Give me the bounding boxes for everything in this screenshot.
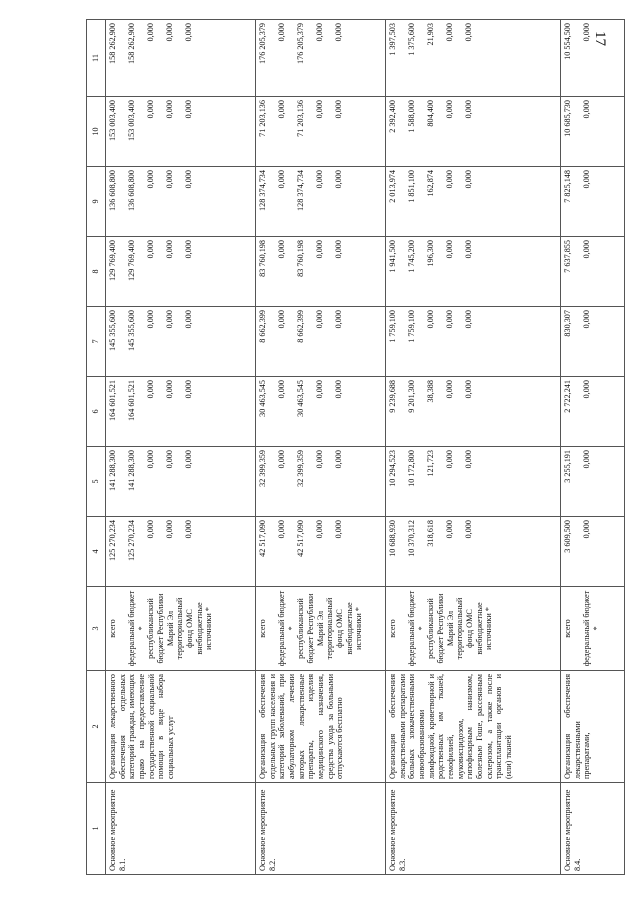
funding-source-label: федеральный бюджет * (127, 590, 146, 667)
value-line: 0,000 (582, 380, 591, 399)
value-line: 0,000 (334, 310, 343, 329)
value-line: 176 205,379 (296, 23, 305, 64)
value-line: 0,000 (464, 170, 473, 189)
value-line: 0,000 (334, 520, 343, 539)
value-line: 0,000 (146, 23, 155, 42)
value-line: 0,000 (582, 240, 591, 259)
value-line: 83 760,198 (258, 240, 267, 277)
value-line: 10 370,312 (407, 520, 416, 557)
value-line: 10 554,500 (563, 23, 572, 60)
funding-source-label: всего (388, 619, 397, 638)
value-line: 42 517,090 (296, 520, 305, 557)
value-line: 0,000 (146, 170, 155, 189)
value-line: 0,000 (334, 380, 343, 399)
value-line: 10 294,523 (388, 450, 397, 487)
value-line: 830,307 (563, 310, 572, 337)
header-cell: 5 (87, 447, 106, 517)
funding-source-label: федеральный бюджет * (407, 590, 426, 667)
value-line: 0,000 (146, 520, 155, 539)
header-cell: 8 (87, 237, 106, 307)
funding-sources-cell (386, 587, 561, 671)
value-cell (256, 307, 386, 377)
value-line: 0,000 (165, 310, 174, 329)
value-line: 0,000 (315, 310, 324, 329)
value-cell (561, 97, 625, 167)
value-line: 1 745,200 (407, 240, 416, 273)
value-line: 0,000 (582, 310, 591, 329)
value-line: 1 851,100 (407, 170, 416, 203)
value-cell (106, 97, 256, 167)
value-cell (256, 20, 386, 97)
value-cell (256, 237, 386, 307)
value-line: 145 355,600 (127, 310, 136, 351)
value-line: 2 722,241 (563, 380, 572, 413)
funding-source-label: территориальный фонд ОМС (325, 597, 345, 660)
value-line: 176 205,379 (258, 23, 267, 64)
value-line: 83 760,198 (296, 240, 305, 277)
value-line: 141 288,300 (108, 450, 117, 491)
funding-source-label: внебюджетные источники * (194, 602, 214, 655)
value-line: 10 172,800 (407, 450, 416, 487)
value-line: 0,000 (184, 310, 193, 329)
value-line: 0,000 (165, 240, 174, 259)
value-line: 318,618 (426, 520, 435, 547)
value-cell (561, 167, 625, 237)
page-number: 17 (592, 31, 608, 46)
value-cell (106, 447, 256, 517)
value-line: 136 608,800 (108, 170, 117, 211)
funding-source-label: внебюджетные источники * (344, 602, 364, 655)
value-line: 0,000 (334, 170, 343, 189)
funding-table (86, 19, 625, 875)
value-cell (386, 377, 561, 447)
value-cell (561, 377, 625, 447)
value-line: 0,000 (315, 450, 324, 469)
header-cell: 9 (87, 167, 106, 237)
value-cell (561, 517, 625, 587)
value-line: 0,000 (146, 240, 155, 259)
value-line: 0,000 (464, 450, 473, 469)
funding-source-label: всего (258, 619, 267, 638)
value-line: 0,000 (165, 380, 174, 399)
value-line: 0,000 (334, 100, 343, 119)
value-line: 1 941,500 (388, 240, 397, 273)
value-line: 0,000 (334, 23, 343, 42)
value-cell (386, 307, 561, 377)
value-line: 8 662,399 (296, 310, 305, 343)
value-line: 128 374,734 (296, 170, 305, 211)
value-line: 0,000 (315, 100, 324, 119)
value-line: 125 270,234 (127, 520, 136, 561)
value-cell (256, 517, 386, 587)
funding-source-label: федеральный бюджет * (277, 590, 296, 667)
value-line: 0,000 (315, 380, 324, 399)
value-line: 153 003,400 (108, 100, 117, 141)
value-cell (106, 377, 256, 447)
value-line: 0,000 (184, 170, 193, 189)
funding-source-label: всего (563, 619, 572, 638)
value-line: 0,000 (184, 380, 193, 399)
table-row (106, 20, 256, 875)
value-line: 2 013,974 (388, 170, 397, 203)
value-cell (106, 237, 256, 307)
measure-description-cell: Организация обеспечения лекарственными препаратами, (561, 671, 625, 783)
value-line: 129 769,400 (127, 240, 136, 281)
value-line: 0,000 (184, 240, 193, 259)
value-line: 0,000 (184, 450, 193, 469)
value-cell (106, 20, 256, 97)
value-line: 0,000 (445, 450, 454, 469)
value-line: 0,000 (277, 240, 286, 259)
value-cell (386, 447, 561, 517)
value-cell (256, 447, 386, 517)
value-line: 158 262,900 (127, 23, 136, 64)
value-line: 0,000 (184, 100, 193, 119)
value-line: 0,000 (315, 23, 324, 42)
value-line: 10 688,930 (388, 520, 397, 557)
funding-source-label: республиканский бюджет Республики Марий Эл (146, 593, 175, 664)
value-line: 0,000 (165, 100, 174, 119)
funding-source-label: федеральный бюджет * (582, 590, 601, 667)
funding-source-label: внебюджетные источники * (474, 602, 494, 655)
value-cell (386, 517, 561, 587)
value-cell (561, 20, 625, 97)
funding-source-label: всего (108, 619, 117, 638)
value-line: 42 517,090 (258, 520, 267, 557)
value-line: 0,000 (277, 450, 286, 469)
value-line: 0,000 (315, 240, 324, 259)
value-line: 125 270,234 (108, 520, 117, 561)
value-line: 0,000 (582, 450, 591, 469)
value-line: 0,000 (445, 520, 454, 539)
value-line: 0,000 (334, 240, 343, 259)
funding-source-label: территориальный фонд ОМС (455, 597, 475, 660)
value-line: 0,000 (315, 520, 324, 539)
header-cell: 11 (87, 20, 106, 97)
value-line: 7 637,855 (563, 240, 572, 273)
value-line: 21,903 (426, 23, 435, 46)
value-line: 0,000 (445, 23, 454, 42)
value-line: 0,000 (582, 23, 591, 42)
table-row (561, 20, 625, 875)
value-line: 0,000 (334, 450, 343, 469)
value-line: 0,000 (277, 520, 286, 539)
value-cell (386, 97, 561, 167)
value-line: 0,000 (464, 240, 473, 259)
value-line: 0,000 (582, 170, 591, 189)
value-line: 0,000 (426, 310, 435, 329)
value-line: 1 759,100 (388, 310, 397, 343)
value-line: 0,000 (445, 310, 454, 329)
funding-sources-cell (561, 587, 625, 671)
value-line: 1 375,600 (407, 23, 416, 56)
header-cell: 4 (87, 517, 106, 587)
value-line: 2 392,400 (388, 100, 397, 133)
header-cell: 7 (87, 307, 106, 377)
value-line: 32 399,359 (258, 450, 267, 487)
value-line: 0,000 (445, 100, 454, 119)
value-line: 162,874 (426, 170, 435, 197)
value-line: 0,000 (165, 520, 174, 539)
funding-source-label: территориальный фонд ОМС (175, 597, 195, 660)
value-line: 0,000 (277, 23, 286, 42)
value-cell (561, 307, 625, 377)
value-line: 3 255,191 (563, 450, 572, 483)
value-line: 0,000 (582, 520, 591, 539)
value-line: 1 588,000 (407, 100, 416, 133)
value-line: 0,000 (464, 23, 473, 42)
value-line: 158 262,900 (108, 23, 117, 64)
value-line: 30 463,545 (258, 380, 267, 417)
value-line: 0,000 (315, 170, 324, 189)
value-line: 129 769,400 (108, 240, 117, 281)
value-cell (106, 517, 256, 587)
table-row (256, 20, 386, 875)
header-cell: 10 (87, 97, 106, 167)
value-cell (386, 20, 561, 97)
funding-sources-cell (106, 587, 256, 671)
value-cell (386, 237, 561, 307)
value-line: 0,000 (277, 170, 286, 189)
value-line: 0,000 (464, 310, 473, 329)
value-line: 136 608,800 (127, 170, 136, 211)
value-line: 0,000 (184, 23, 193, 42)
value-line: 0,000 (445, 170, 454, 189)
value-cell (561, 237, 625, 307)
value-line: 0,000 (445, 380, 454, 399)
value-cell (256, 167, 386, 237)
rotated-table-container (86, 20, 606, 875)
value-line: 0,000 (165, 170, 174, 189)
funding-source-label: республиканский бюджет Республики Марий Эл (426, 593, 455, 664)
measure-name-cell: Основное мероприятие 8.1. (106, 783, 256, 875)
value-line: 7 825,148 (563, 170, 572, 203)
value-line: 1 759,100 (407, 310, 416, 343)
value-line: 0,000 (146, 380, 155, 399)
value-line: 1 397,503 (388, 23, 397, 56)
value-line: 10 685,730 (563, 100, 572, 137)
value-line: 164 601,521 (127, 380, 136, 421)
table-row (386, 20, 561, 875)
value-line: 153 003,400 (127, 100, 136, 141)
value-line: 0,000 (165, 450, 174, 469)
value-line: 141 288,300 (127, 450, 136, 491)
value-cell (386, 167, 561, 237)
value-cell (256, 377, 386, 447)
value-line: 71 203,136 (258, 100, 267, 137)
value-line: 196,300 (426, 240, 435, 267)
header-cell: 2 (87, 671, 106, 783)
value-line: 128 374,734 (258, 170, 267, 211)
value-line: 9 201,300 (407, 380, 416, 413)
value-cell (256, 97, 386, 167)
value-line: 0,000 (165, 23, 174, 42)
value-line: 0,000 (146, 450, 155, 469)
header-row (87, 20, 106, 875)
value-line: 145 355,600 (108, 310, 117, 351)
measure-description-cell: Организация обеспечения отдельных групп населения и категорий заболеваний, при амбулаторном лечении которых лекарственные препараты, изделия медицинского назначения, средства ухода за больными отпускаются бесплатно (256, 671, 386, 783)
funding-sources-cell (256, 587, 386, 671)
value-line: 30 463,545 (296, 380, 305, 417)
value-line: 38,388 (426, 380, 435, 403)
value-cell (106, 307, 256, 377)
value-line: 0,000 (146, 100, 155, 119)
measure-name-cell: Основное мероприятие 8.2. (256, 783, 386, 875)
measure-name-cell: Основное мероприятие 8.4. (561, 783, 625, 875)
value-line: 0,000 (464, 100, 473, 119)
value-line: 0,000 (464, 380, 473, 399)
header-cell: 1 (87, 783, 106, 875)
value-line: 0,000 (277, 310, 286, 329)
value-line: 0,000 (184, 520, 193, 539)
value-line: 9 239,688 (388, 380, 397, 413)
measure-name-cell: Основное мероприятие 8.3. (386, 783, 561, 875)
value-line: 32 399,359 (296, 450, 305, 487)
value-line: 0,000 (445, 240, 454, 259)
value-line: 8 662,399 (258, 310, 267, 343)
value-line: 3 609,500 (563, 520, 572, 553)
value-line: 0,000 (582, 100, 591, 119)
funding-source-label: республиканский бюджет Республики Марий Эл (296, 593, 325, 664)
header-cell: 6 (87, 377, 106, 447)
measure-description-cell: Организация лекарственного обеспечения отдельных категорий граждан, имеющих право на предоставление государственной социальной помощи в виде набора социальных услуг (106, 671, 256, 783)
value-line: 164 601,521 (108, 380, 117, 421)
value-line: 0,000 (277, 380, 286, 399)
value-line: 0,000 (277, 100, 286, 119)
value-cell (561, 447, 625, 517)
value-line: 121,723 (426, 450, 435, 477)
value-line: 71 203,136 (296, 100, 305, 137)
value-line: 0,000 (146, 310, 155, 329)
header-cell: 3 (87, 587, 106, 671)
value-line: 0,000 (464, 520, 473, 539)
measure-description-cell: Организация обеспечения лекарственными препаратами больных злокачественными новообразованиями лимфоидной, кроветворной и родственных им тканей, гемофилией, муковисцидозом, гипофизарным нанизмом, болезнью Гоше, рассеянным склерозом, а также после трансплантации органов и (или) тканей (386, 671, 561, 783)
value-cell (106, 167, 256, 237)
value-line: 804,400 (426, 100, 435, 127)
